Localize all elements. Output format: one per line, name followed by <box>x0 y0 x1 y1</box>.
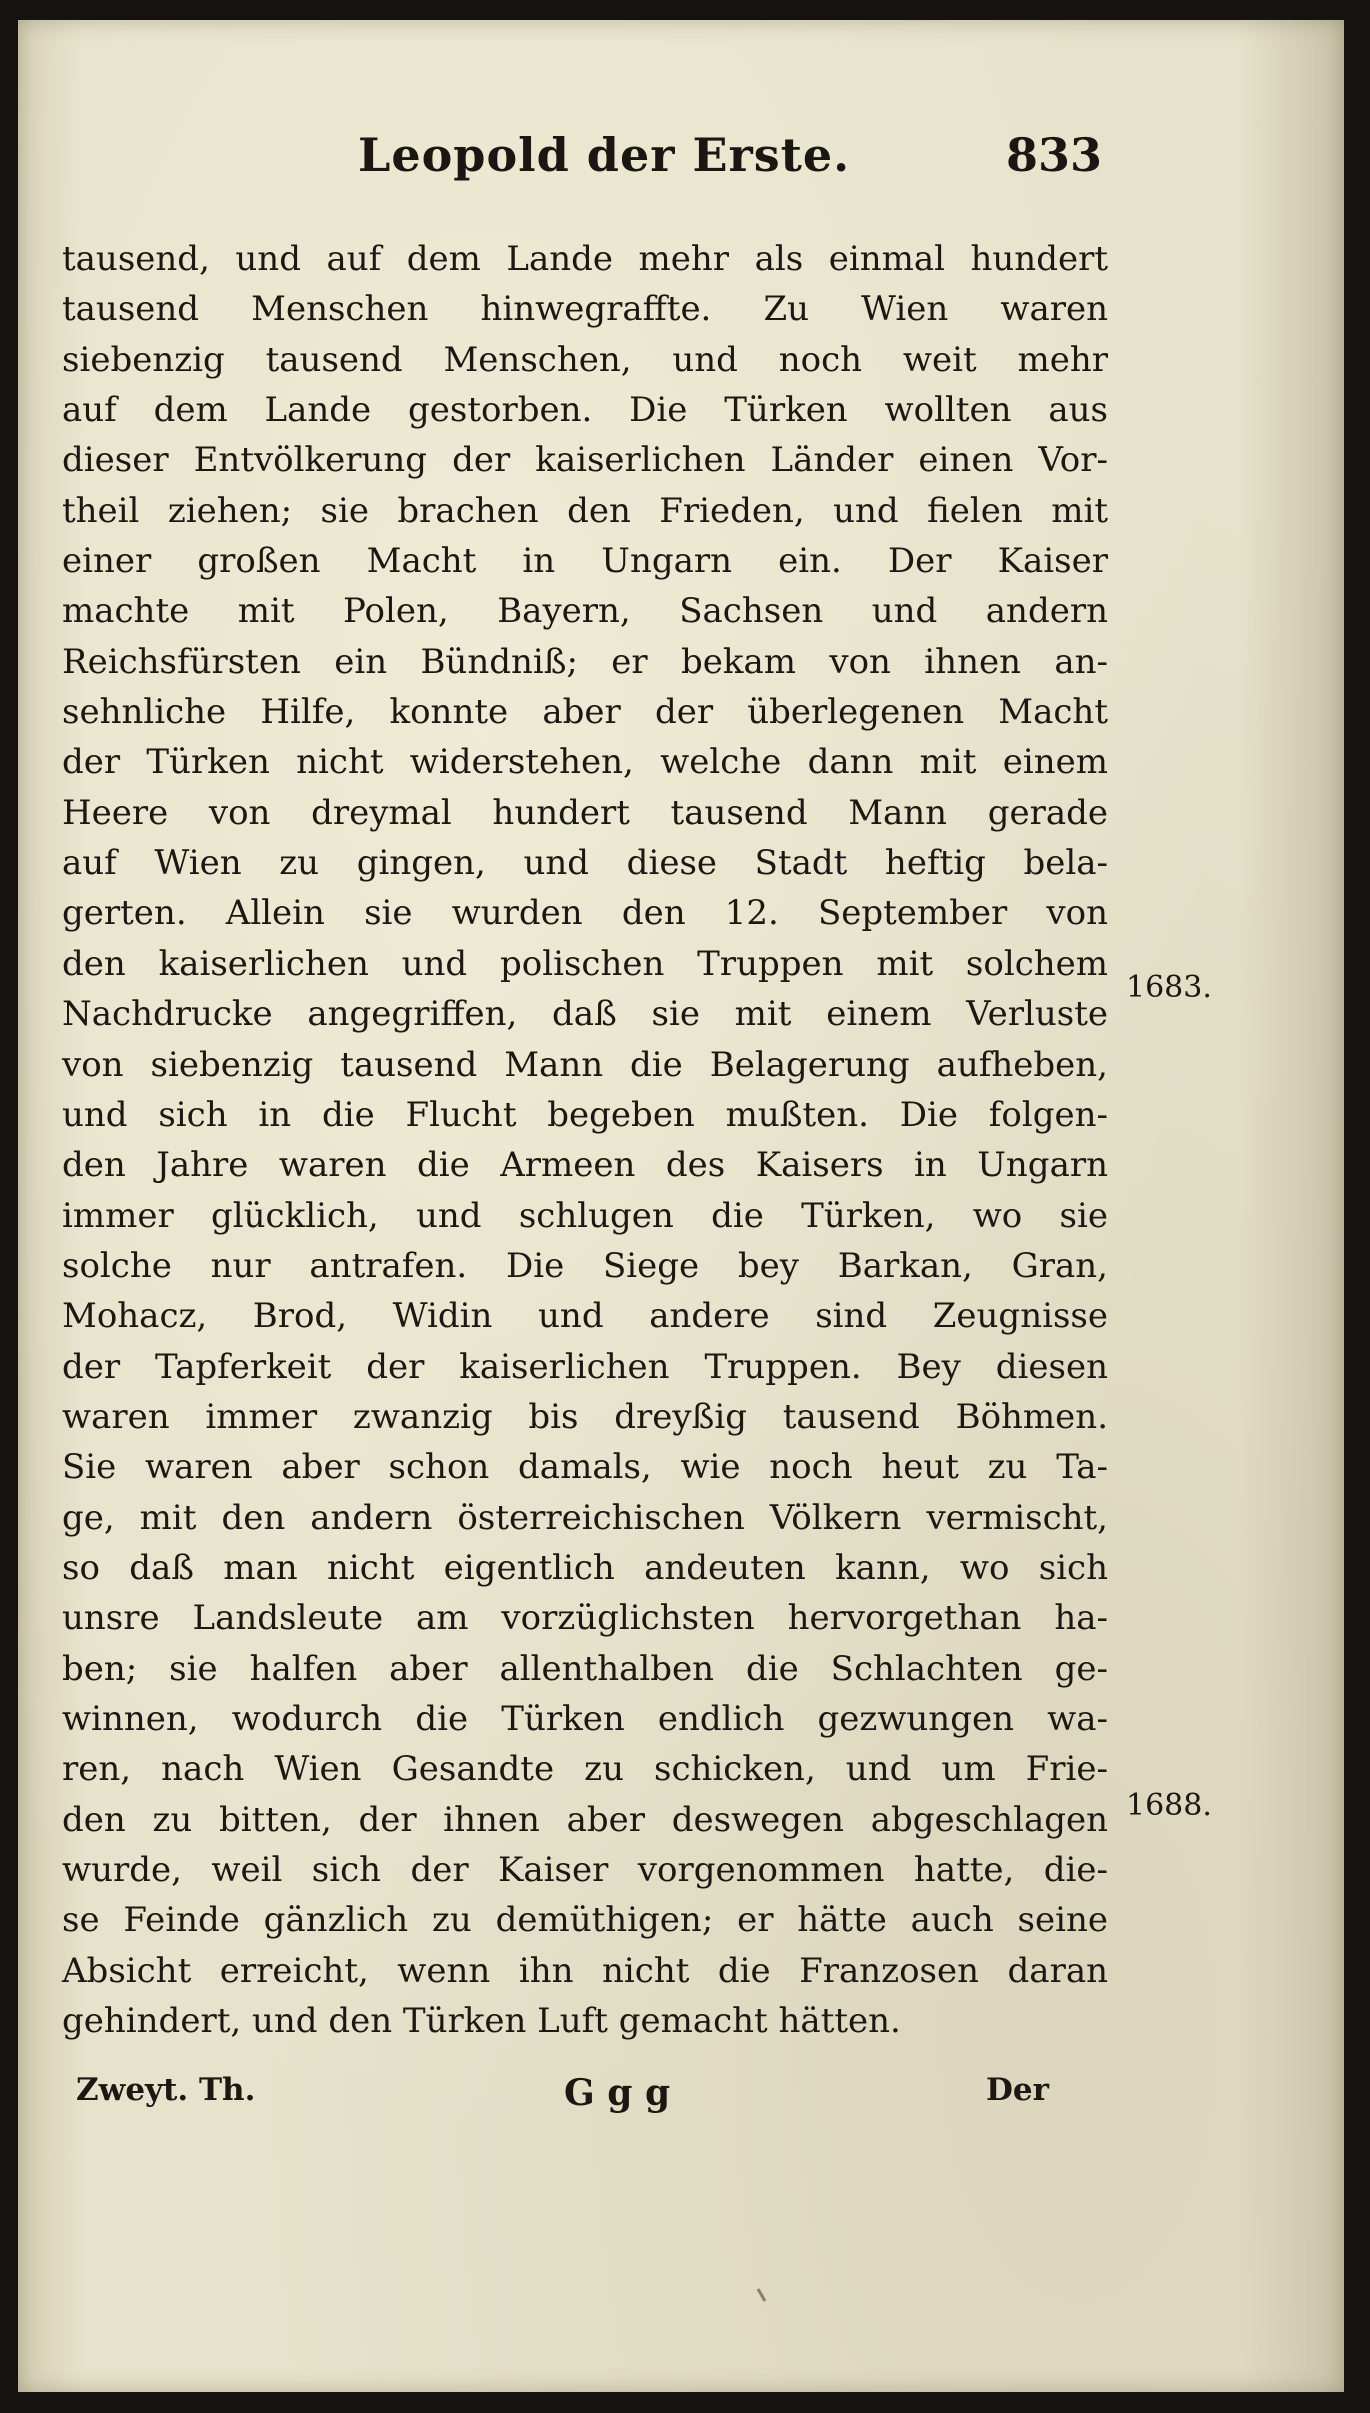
text-line: einer großen Macht in Ungarn ein. Der Kaiser <box>62 541 1108 582</box>
text-line: so daß man nicht eigentlich andeuten kann, wo sich <box>62 1547 1108 1588</box>
body-text <box>62 234 1108 2046</box>
text-line: se Feinde gänzlich zu demüthigen; er hätte auch seine <box>62 1900 1108 1941</box>
text-line: den zu bitten, der ihnen aber deswegen abgeschlagen <box>62 1799 1108 1840</box>
text-line: Nachdrucke angegriffen, daß sie mit einem Verluste <box>62 994 1108 1035</box>
text-line: theil ziehen; sie brachen den Frieden, und fielen mit <box>62 490 1108 531</box>
book-page <box>18 20 1344 2392</box>
margin-year-note: 1688. <box>1126 1788 1212 1823</box>
text-line: auf Wien zu gingen, und diese Stadt heftig bela- <box>62 843 1108 884</box>
running-title: Leopold der Erste. <box>358 128 851 182</box>
text-line: ren, nach Wien Gesandte zu schicken, und um Frie- <box>62 1749 1108 1790</box>
margin-year-note: 1683. <box>1126 970 1212 1005</box>
text-line: siebenzig tausend Menschen, und noch weit mehr <box>62 339 1108 380</box>
text-line: Absicht erreicht, wenn ihn nicht die Franzosen daran <box>62 1950 1108 1991</box>
text-line: wurde, weil sich der Kaiser vorgenommen hatte, die- <box>62 1850 1108 1890</box>
text-line: gerten. Allein sie wurden den 12. September von <box>62 893 1108 934</box>
text-line: tausend Menschen hinwegraffte. Zu Wien waren <box>62 289 1108 330</box>
text-line: Heere von dreymal hundert tausend Mann gerade <box>62 792 1108 833</box>
text-line: den kaiserlichen und polischen Truppen mit solchem <box>62 943 1108 984</box>
text-line: Mohacz, Brod, Widin und andere sind Zeugnisse <box>62 1296 1108 1337</box>
signature-mark: G g g <box>564 2072 671 2114</box>
signature-part-label: Zweyt. Th. <box>76 2072 256 2108</box>
page-footer <box>18 2072 1344 2122</box>
text-line: immer glücklich, und schlugen die Türken, wo sie <box>62 1195 1108 1236</box>
text-line: dieser Entvölkerung der kaiserlichen Länder einen Vor- <box>62 440 1108 481</box>
text-line: der Tapferkeit der kaiserlichen Truppen. Bey diesen <box>62 1346 1108 1387</box>
text-line: den Jahre waren die Armeen des Kaisers in Ungarn <box>62 1145 1108 1186</box>
text-line: der Türken nicht widerstehen, welche dann mit einem <box>62 742 1108 783</box>
text-line: waren immer zwanzig bis dreyßig tausend Böhmen. <box>62 1396 1108 1437</box>
text-line: auf dem Lande gestorben. Die Türken wollten aus <box>62 390 1108 431</box>
text-line: gehindert, und den Türken Luft gemacht hätten. <box>62 2001 901 2042</box>
page-header <box>18 128 1344 208</box>
text-line: tausend, und auf dem Lande mehr als einmal hundert <box>62 239 1108 279</box>
text-line: unsre Landsleute am vorzüglichsten hervorgethan ha- <box>62 1598 1108 1639</box>
text-line: Reichsfürsten ein Bündniß; er bekam von ihnen an- <box>62 641 1108 682</box>
text-line: winnen, wodurch die Türken endlich gezwungen wa- <box>62 1698 1108 1739</box>
text-line: sehnliche Hilfe, konnte aber der überlegenen Macht <box>62 692 1108 733</box>
text-line: und sich in die Flucht begeben mußten. Die folgen- <box>62 1094 1108 1135</box>
page-number: 833 <box>1006 128 1103 182</box>
text-line: machte mit Polen, Bayern, Sachsen und andern <box>62 591 1108 632</box>
text-line: Sie waren aber schon damals, wie noch heut zu Ta- <box>62 1447 1108 1488</box>
catchword: Der <box>986 2072 1049 2108</box>
text-line: solche nur antrafen. Die Siege bey Barkan, Gran, <box>62 1245 1108 1286</box>
text-line: von siebenzig tausend Mann die Belagerung aufheben, <box>62 1044 1108 1085</box>
paper-speck <box>757 2288 767 2302</box>
text-line: ben; sie halfen aber allenthalben die Schlachten ge- <box>62 1648 1108 1689</box>
text-line: ge, mit den andern österreichischen Völkern vermischt, <box>62 1497 1108 1538</box>
